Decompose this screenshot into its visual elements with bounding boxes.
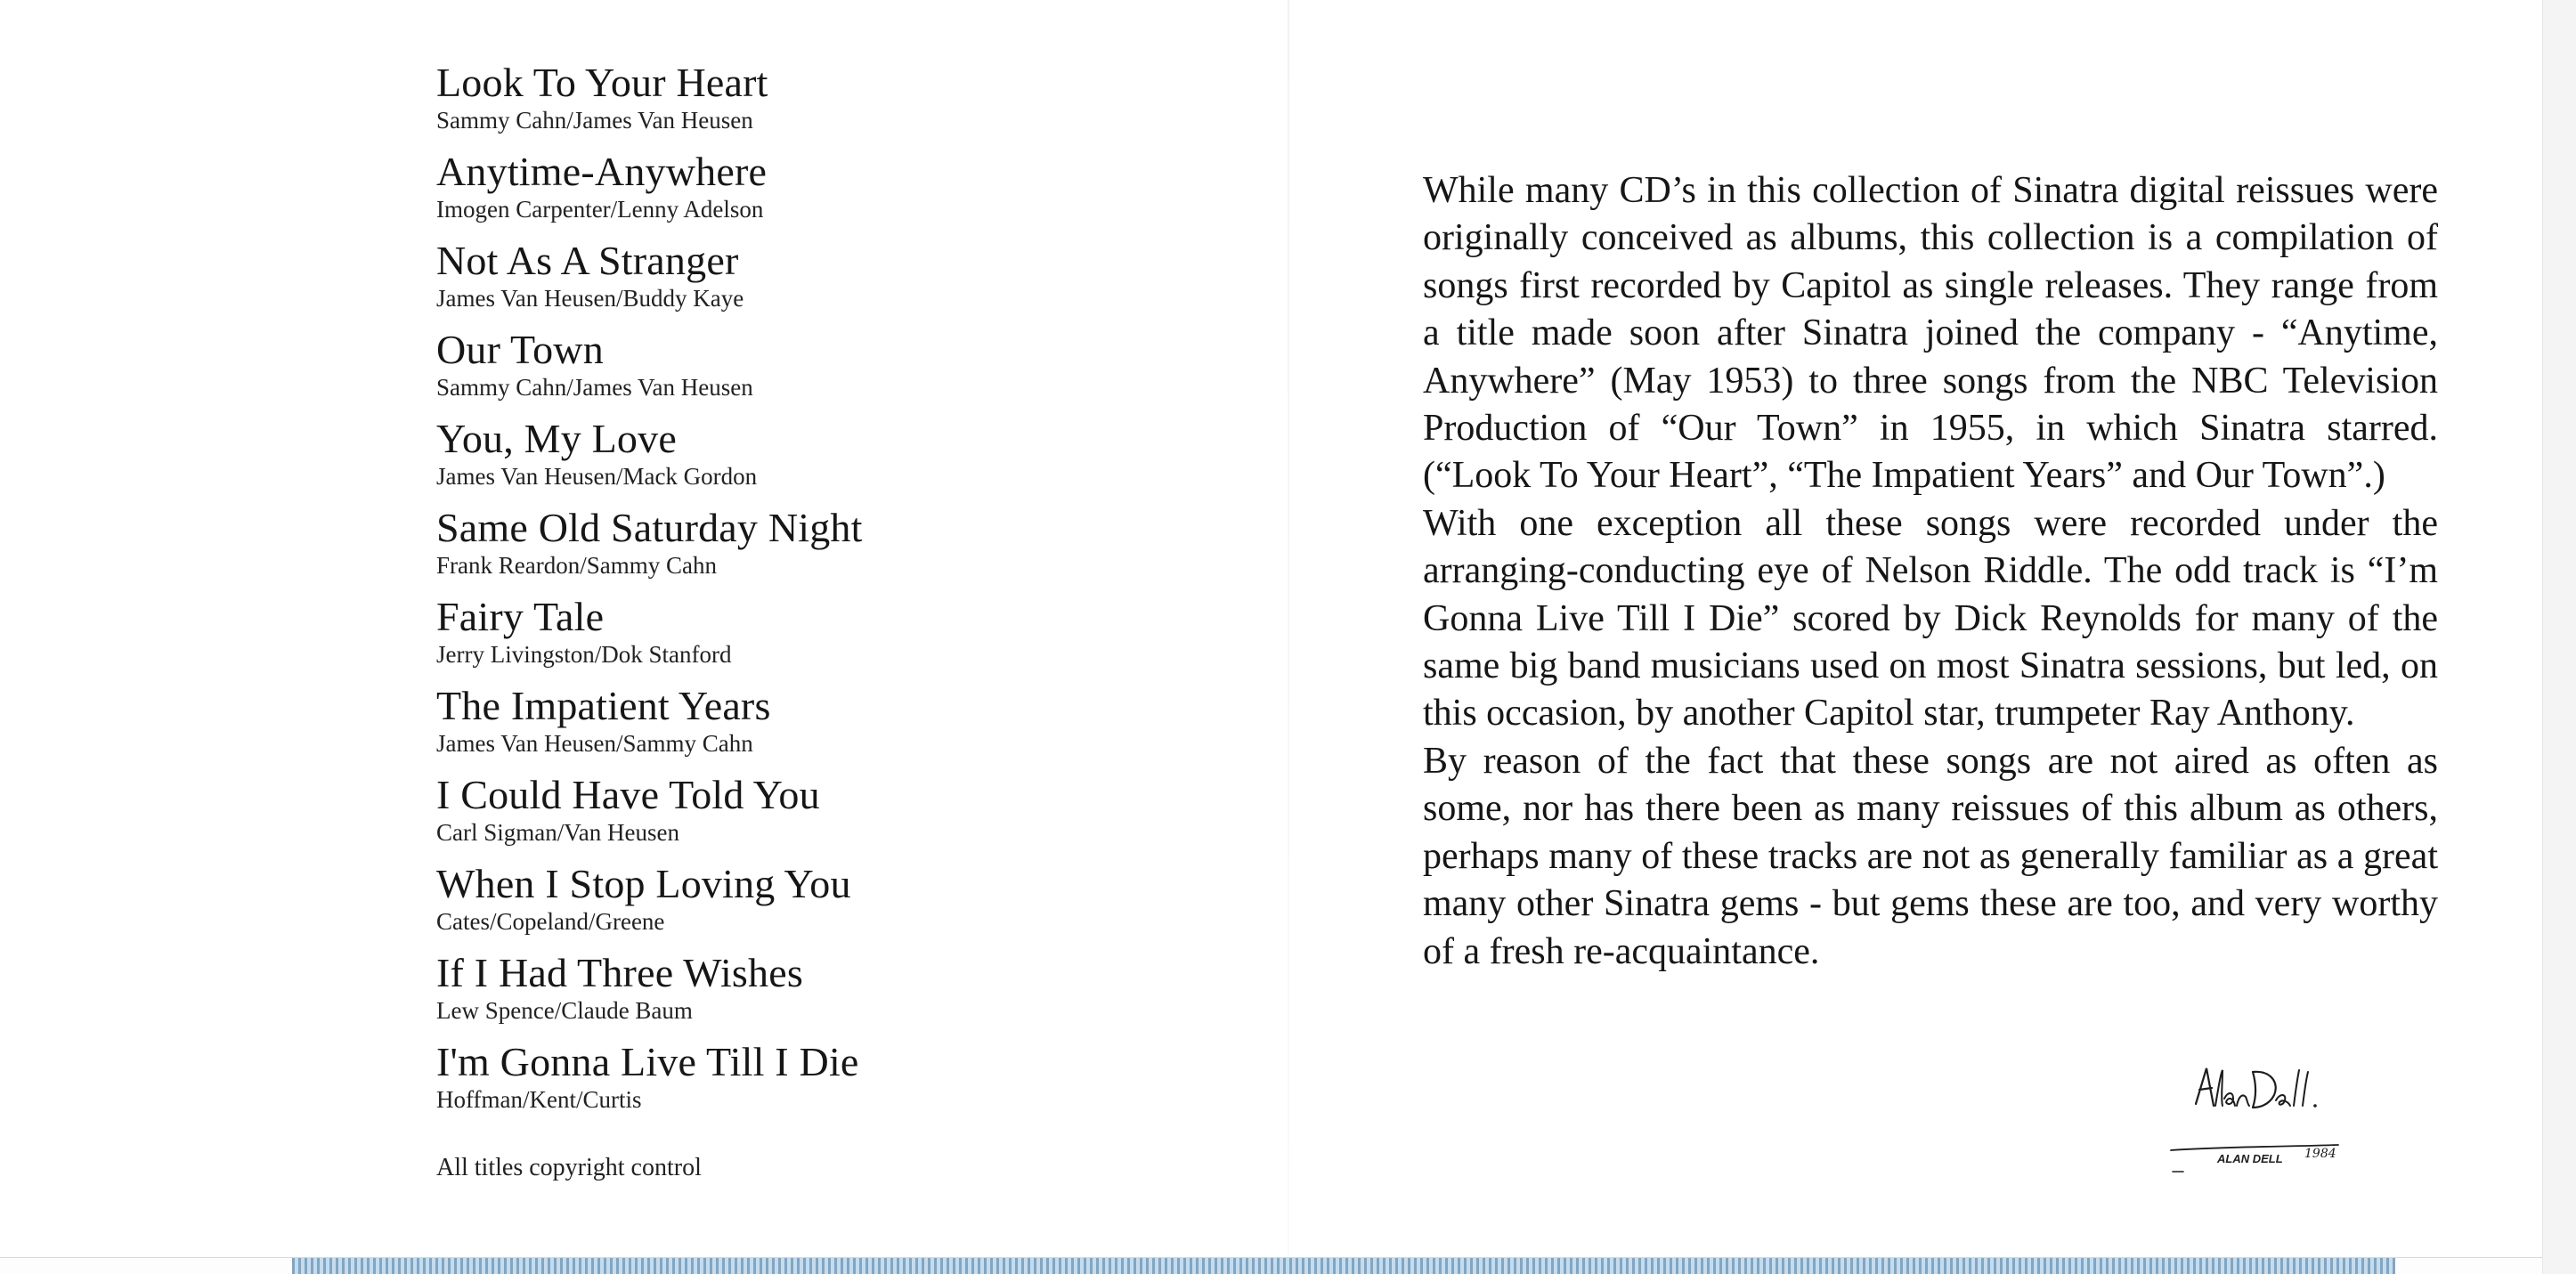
- track-credit: Lew Spence/Claude Baum: [436, 997, 693, 1024]
- track-title: I'm Gonna Live Till I Die: [436, 1039, 859, 1084]
- track-title: The Impatient Years: [436, 683, 771, 728]
- notes-paragraph: By reason of the fact that these songs are not aired as often as some, nor has there been as many reissues of this album as others, perhaps many of these tracks are not as generally familiar as a great many other Sinatra gems - but gems these are too, and very worthy of a fresh re-acquaintance.: [1423, 740, 2438, 972]
- track-title: Not As A Stranger: [436, 238, 739, 283]
- track-item: [436, 949, 1238, 1038]
- track-title: Same Old Saturday Night: [436, 505, 863, 550]
- track-credit: James Van Heusen/Buddy Kaye: [436, 285, 744, 312]
- track-credit: Hoffman/Kent/Curtis: [436, 1086, 642, 1113]
- track-item: [436, 860, 1238, 949]
- track-credit: James Van Heusen/Sammy Cahn: [436, 730, 753, 757]
- track-credit: Cates/Copeland/Greene: [436, 908, 665, 935]
- track-item: [436, 682, 1238, 771]
- track-item: [436, 1038, 1238, 1127]
- track-title: When I Stop Loving You: [436, 861, 851, 906]
- track-title: Look To Your Heart: [436, 60, 768, 105]
- track-item: [436, 415, 1238, 504]
- track-item: [436, 593, 1238, 682]
- track-credit: Imogen Carpenter/Lenny Adelson: [436, 196, 764, 223]
- track-credit: Jerry Livingston/Dok Stanford: [436, 641, 732, 668]
- page-edge: [2542, 0, 2576, 1274]
- signature-year: 1984: [2304, 1147, 2336, 1161]
- track-item: [436, 237, 1238, 326]
- copyright-note: All titles copyright control: [436, 1154, 702, 1181]
- signature-image: [2164, 1058, 2360, 1173]
- track-item: [436, 326, 1238, 415]
- center-fold: [1288, 0, 1289, 1257]
- track-title: I Could Have Told You: [436, 772, 820, 817]
- track-credit: James Van Heusen/Mack Gordon: [436, 463, 758, 490]
- notes-paragraph: With one exception all these songs were recorded under the arranging-conducting eye of Nelson Riddle. The odd track is “I’m Gonna Live Till I Die” scored by Dick Reynolds for many of the same big band musicians used on most Sinatra sessions, but led, on this occasion, by another Capitol star, trumpeter Ray Anthony.: [1423, 502, 2438, 734]
- liner-notes: [1423, 167, 2438, 976]
- track-item: [436, 771, 1238, 860]
- track-item: [436, 504, 1238, 593]
- track-credit: Sammy Cahn/James Van Heusen: [436, 107, 753, 134]
- track-title: Fairy Tale: [436, 594, 605, 639]
- signature-printed-name: ALAN DELL: [2217, 1152, 2283, 1165]
- notes-paragraph: While many CD’s in this collection of Sinatra digital reissues were originally conceived as albums, this collection is a compilation of songs first recorded by Capitol as single releases. They range from a title made soon after Sinatra joined the company - “Anytime, Anywhere” (May 1953) to three songs from the NBC Television Production of “Our Town” in 1955, in which Sinatra starred. (“Look To Your Heart”, “The Impatient Years” and Our Town”.): [1423, 170, 2438, 497]
- track-title: Our Town: [436, 327, 604, 372]
- author-signature: [2164, 1058, 2360, 1173]
- track-credit: Carl Sigman/Van Heusen: [436, 819, 679, 846]
- track-title: You, My Love: [436, 416, 677, 461]
- track-item: [436, 148, 1238, 237]
- track-list: [436, 59, 1238, 1127]
- bottom-color-strip: [292, 1258, 2395, 1274]
- track-title: If I Had Three Wishes: [436, 950, 803, 995]
- track-credit: Sammy Cahn/James Van Heusen: [436, 374, 753, 401]
- track-title: Anytime-Anywhere: [436, 149, 768, 194]
- track-item: [436, 59, 1238, 148]
- track-credit: Frank Reardon/Sammy Cahn: [436, 552, 717, 579]
